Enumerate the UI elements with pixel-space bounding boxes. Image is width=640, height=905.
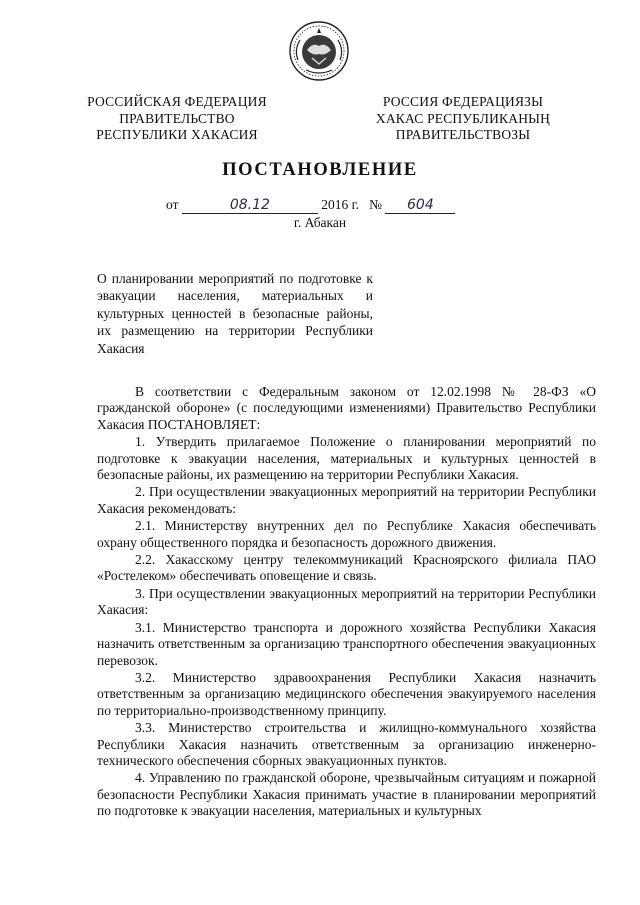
header-right-line: РОССИЯ ФЕДЕРАЦИЯЗЫ bbox=[382, 94, 544, 109]
date-year: 2016 г. bbox=[321, 197, 359, 212]
date-prefix: от bbox=[166, 197, 179, 212]
body-paragraph: 3.1. Министерство транспорта и дорожного хозяйства Республики Хакасия назначить ответственным за организацию транспортного обеспечения эвакуационных перевозок. bbox=[97, 619, 596, 668]
header-right-line: ПРАВИТЕЛЬСТВОЗЫ bbox=[395, 127, 531, 142]
header-right-line: ХАКАС РЕСПУБЛИКАНЫҢ bbox=[375, 110, 551, 126]
body-paragraph: 3. При осуществлении эвакуационных мероприятий на территории Республики Хакасия: bbox=[97, 585, 596, 618]
body-paragraph: 2.2. Хакасскому центру телекоммуникаций Красноярского филиала ПАО «Ростелеком» обеспечивать оповещение и связь. bbox=[97, 552, 596, 584]
handwritten-number: 604 bbox=[385, 198, 455, 214]
city-line: г. Абакан bbox=[293, 215, 347, 230]
body-paragraph: 3.3. Министерство строительства и жилищно-коммунального хозяйства Республики Хакасия назначить ответственным за организацию инженерно-технического обеспечения сборных эвакуационных пунктов. bbox=[97, 720, 596, 768]
header-left-line: ПРАВИТЕЛЬСТВО bbox=[119, 110, 235, 126]
body-paragraph: 1. Утвердить прилагаемое Положение о планировании мероприятий по подготовке к эвакуации населения, материальных и культурных ценностей в безопасные районы, их размещению на территории Республики Хакасия. bbox=[97, 434, 596, 483]
document-title: ПОСТАНОВЛЕНИЕ bbox=[222, 160, 418, 180]
handwritten-date: 08.12 bbox=[182, 198, 318, 214]
body-paragraph: 2. При осуществлении эвакуационных мероприятий на территории Республики Хакасия рекомендовать: bbox=[97, 484, 596, 516]
body-paragraph: 2.1. Министерству внутренних дел по Республике Хакасия обеспечивать охрану общественного порядка и безопасность дорожного движения. bbox=[97, 518, 596, 550]
date-number-line bbox=[166, 196, 455, 214]
body-paragraph: 4. Управлению по гражданской обороне, чрезвычайным ситуациям и пожарной безопасности Республики Хакасия принимать участие в планировании мероприятий по подготовке к эвакуации населения, материальных и культурных bbox=[97, 770, 596, 819]
header-left-line: РОССИЙСКАЯ ФЕДЕРАЦИЯ bbox=[87, 94, 267, 109]
header-right-khakas bbox=[368, 94, 558, 144]
document-body bbox=[97, 384, 596, 820]
coat-of-arms-icon bbox=[288, 20, 350, 82]
header-left-russian bbox=[82, 94, 272, 144]
body-paragraph: В соответствии с Федеральным законом от 12.02.1998 № 28-ФЗ «О гражданской обороне» (с последующими изменениями) Правительство Республики Хакасия ПОСТАНОВЛЯЕТ: bbox=[97, 384, 596, 432]
number-label: № bbox=[369, 197, 383, 212]
document-subject: О планировании мероприятий по подготовке к эвакуации населения, материальных и культурных ценностей в безопасные районы, их размещению на территории Республики Хакасия bbox=[97, 271, 373, 356]
body-paragraph: 3.2. Министерство здравоохранения Республики Хакасия назначить ответственным за организацию медицинского обеспечения эвакуируемого населения по территориально-производственному принципу. bbox=[97, 669, 596, 718]
header-left-line: РЕСПУБЛИКИ ХАКАСИЯ bbox=[96, 127, 258, 142]
